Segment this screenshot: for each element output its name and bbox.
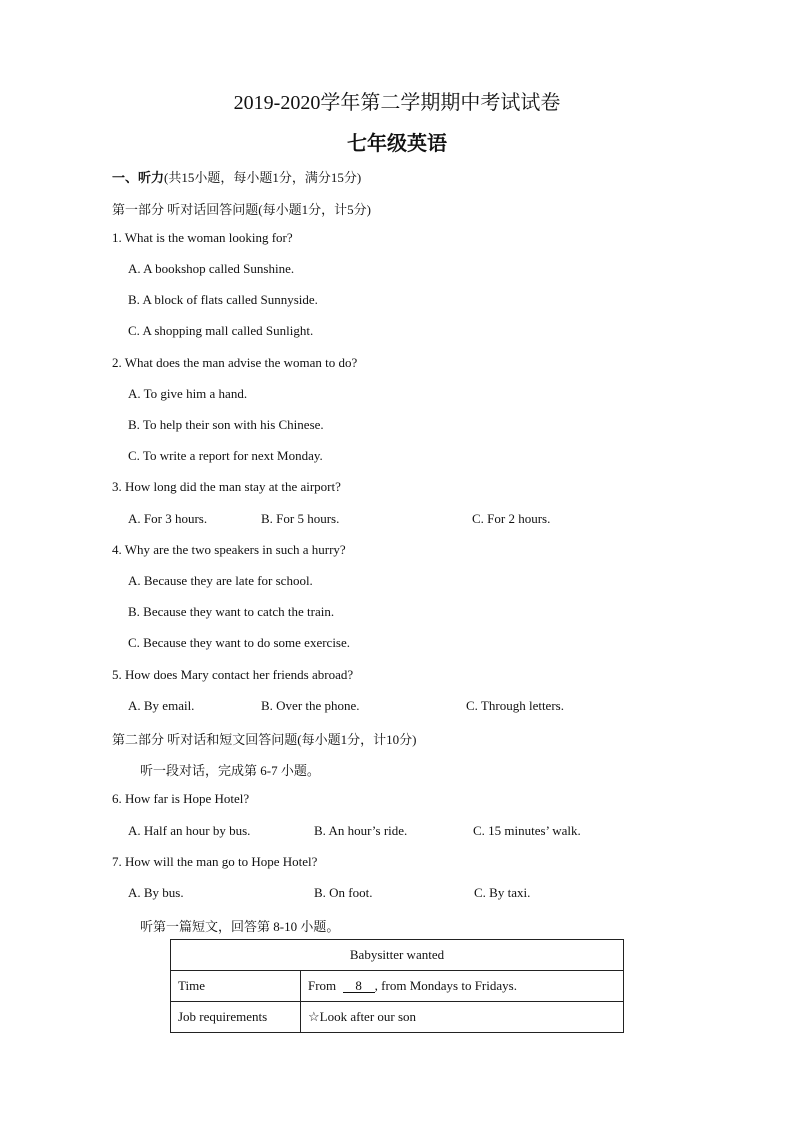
table-header: Babysitter wanted <box>171 940 624 971</box>
question-5-stem: 5. How does Mary contact her friends abroad? <box>112 667 354 682</box>
table-cell-time-label: Time <box>171 971 301 1002</box>
table-cell-requirements-label: Job requirements <box>171 1002 301 1033</box>
question-7-option-a: A. By bus. <box>128 885 184 900</box>
question-1-option-c: C. A shopping mall called Sunlight. <box>128 323 314 338</box>
table-cell-time-value <box>301 971 624 1002</box>
part1-heading: 第一部分 听对话回答问题(每小题1分，计5分) <box>112 202 371 217</box>
section-label: 一、听力 <box>112 170 165 185</box>
question-1-option-a: A. A bookshop called Sunshine. <box>128 261 295 276</box>
exam-subtitle: 七年级英语 <box>347 133 447 155</box>
section-listening-heading <box>112 167 361 186</box>
time-suffix: , from Mondays to Fridays. <box>374 978 517 993</box>
question-3-option-c: C. For 2 hours. <box>472 511 551 526</box>
exam-title: 2019-2020学年第二学期期中考试试卷 <box>233 92 561 114</box>
question-1-stem: 1. What is the woman looking for? <box>112 230 293 245</box>
table-row <box>171 971 624 1002</box>
part2-heading: 第二部分 听对话和短文回答问题(每小题1分，计10分) <box>112 732 417 747</box>
table-cell-requirements-value: ☆Look after our son <box>301 1002 624 1033</box>
babysitter-table <box>170 939 624 1033</box>
question-6-option-c: C. 15 minutes’ walk. <box>473 823 581 838</box>
question-4-option-a: A. Because they are late for school. <box>128 573 313 588</box>
question-3-stem: 3. How long did the man stay at the airport? <box>112 479 341 494</box>
section-note: (共15小题，每小题1分，满分15分) <box>164 170 362 185</box>
question-2-stem: 2. What does the man advise the woman to do? <box>112 355 358 370</box>
time-prefix: From <box>308 978 337 993</box>
question-2-option-a: A. To give him a hand. <box>128 386 248 401</box>
part2-intro-passage: 听第一篇短文，回答第 8-10 小题。 <box>140 919 340 934</box>
answer-blank-8[interactable]: 8 <box>343 979 375 993</box>
question-4-option-c: C. Because they want to do some exercise. <box>128 635 351 650</box>
question-5-option-b: B. Over the phone. <box>261 698 360 713</box>
question-4-stem: 4. Why are the two speakers in such a hurry? <box>112 542 346 557</box>
question-2-option-c: C. To write a report for next Monday. <box>128 448 323 463</box>
question-7-stem: 7. How will the man go to Hope Hotel? <box>112 854 318 869</box>
question-7-option-b: B. On foot. <box>314 885 373 900</box>
part2-intro-dialogue: 听一段对话，完成第 6-7 小题。 <box>140 763 320 778</box>
question-2-option-b: B. To help their son with his Chinese. <box>128 417 324 432</box>
table-row <box>171 940 624 971</box>
table-row <box>171 1002 624 1033</box>
question-4-option-b: B. Because they want to catch the train. <box>128 604 335 619</box>
question-5-option-c: C. Through letters. <box>466 698 564 713</box>
question-6-option-b: B. An hour’s ride. <box>314 823 408 838</box>
question-7-option-c: C. By taxi. <box>474 885 531 900</box>
question-5-option-a: A. By email. <box>128 698 195 713</box>
question-1-option-b: B. A block of flats called Sunnyside. <box>128 292 318 307</box>
question-6-stem: 6. How far is Hope Hotel? <box>112 791 250 806</box>
question-3-option-a: A. For 3 hours. <box>128 511 208 526</box>
question-6-option-a: A. Half an hour by bus. <box>128 823 251 838</box>
question-3-option-b: B. For 5 hours. <box>261 511 340 526</box>
